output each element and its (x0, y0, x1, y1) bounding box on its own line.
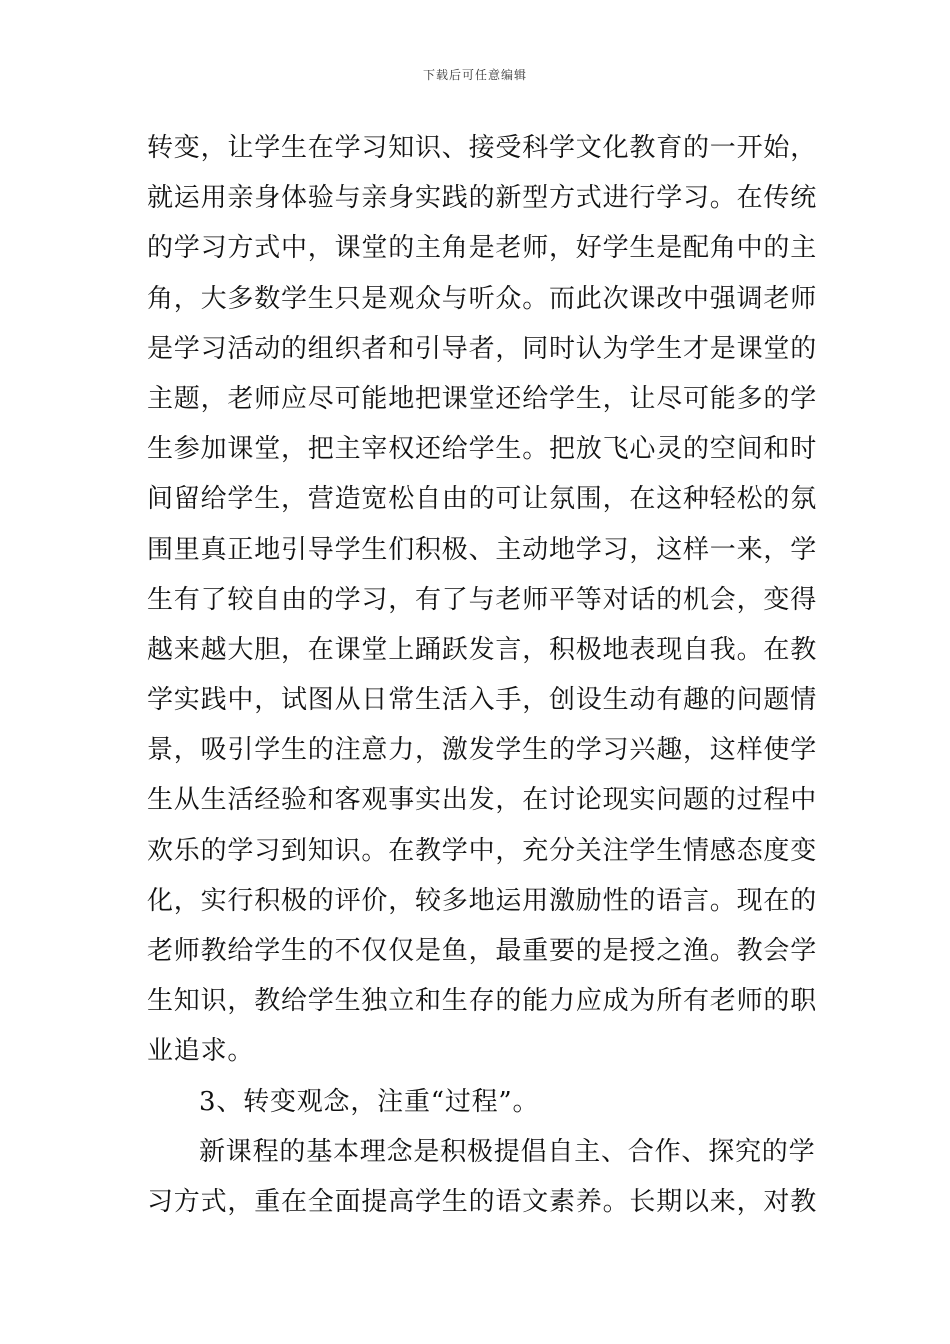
text-line: 主题，老师应尽可能地把课堂还给学生，让尽可能多的学 (147, 383, 818, 414)
text-line: 化，实行积极的评价，较多地运用激励性的语言。现在的 (147, 885, 818, 916)
text-line: 围里真正地引导学生们积极、主动地学习，这样一来，学 (147, 534, 818, 565)
text-line: 的学习方式中，课堂的主角是老师，好学生是配角中的主 (147, 233, 818, 264)
text-line: 学实践中，试图从日常生活入手，创设生动有趣的问题情 (147, 685, 818, 716)
text-line: 生有了较自由的学习，有了与老师平等对话的机会，变得 (147, 584, 818, 615)
text-line: 是学习活动的组织者和引导者，同时认为学生才是课堂的 (147, 333, 818, 364)
page-header: 下载后可任意编辑 (422, 68, 527, 82)
text-line: 老师教给学生的不仅仅是鱼，最重要的是授之渔。教会学 (147, 936, 818, 966)
text-line: 业追求。 (147, 1036, 255, 1067)
text-line: 生从生活经验和客观事实出发，在讨论现实问题的过程中 (147, 785, 818, 816)
text-line: 越来越大胆，在课堂上踊跃发言，积极地表现自我。在教 (147, 634, 818, 665)
section-heading: 3、转变观念，注重“过程”。 (199, 1086, 540, 1117)
text-line: 生参加课堂，把主宰权还给学生。把放飞心灵的空间和时 (147, 434, 818, 465)
document-body (147, 123, 818, 1227)
text-line: 生知识，教给学生独立和生存的能力应成为所有老师的职 (147, 986, 818, 1017)
text-line: 间留给学生，营造宽松自由的可让氛围，在这种轻松的氛 (147, 484, 818, 515)
text-line: 就运用亲身体验与亲身实践的新型方式进行学习。在传统 (147, 183, 818, 214)
text-line: 景，吸引学生的注意力，激发学生的学习兴趣，这样使学 (147, 735, 818, 766)
paragraph-first-line: 新课程的基本理念是积极提倡自主、合作、探究的学 (199, 1136, 816, 1167)
text-line: 欢乐的学习到知识。在教学中，充分关注学生情感态度变 (147, 835, 818, 866)
text-line: 习方式，重在全面提高学生的语文素养。长期以来，对教 (147, 1186, 818, 1217)
text-line: 角，大多数学生只是观众与听众。而此次课改中强调老师 (147, 283, 818, 314)
text-line: 转变，让学生在学习知识、接受科学文化教育的一开始， (147, 133, 818, 163)
